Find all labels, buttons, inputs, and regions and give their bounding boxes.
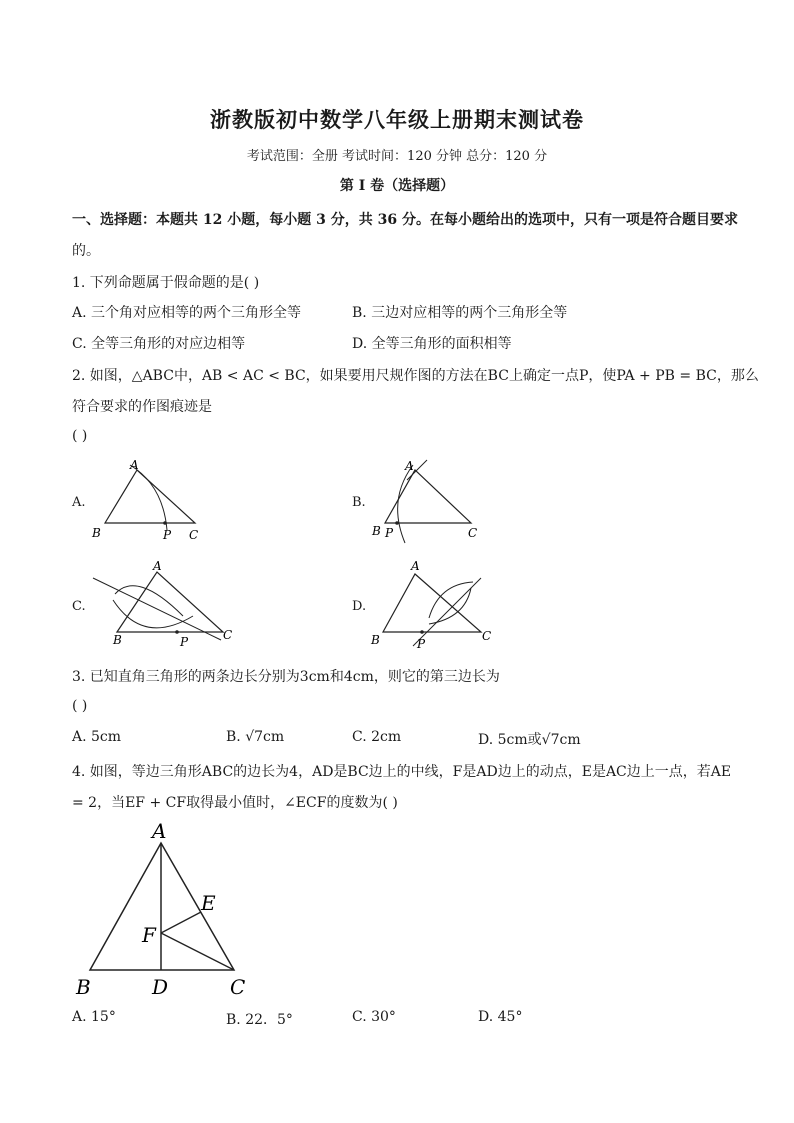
q2-figure-c <box>85 558 245 650</box>
q2-option-d-label: D. <box>352 599 367 614</box>
q4-option-b: B. 22．5° <box>226 1012 293 1028</box>
label-c: C <box>482 629 492 643</box>
q3-option-c: C. 2cm <box>352 729 402 745</box>
q2-stem-line1: 2. 如图，△ABC中，AB < AC < BC，如果要用尺规作图的方法在BC上确定一点P，使PA + PB = BC，那么 <box>72 368 759 384</box>
q3-answer-paren: ( ) <box>72 698 88 714</box>
label-a: A <box>153 559 162 573</box>
label-b: B <box>113 633 122 647</box>
q2-option-c-label: C. <box>72 599 86 614</box>
triangle <box>117 572 223 632</box>
q3-option-b: B. √7cm <box>226 729 285 745</box>
construction-arc-1 <box>115 586 183 616</box>
label-e: E <box>201 891 216 915</box>
construction-arc <box>130 465 167 530</box>
q2-answer-paren: ( ) <box>72 428 88 444</box>
q2-option-a-label: A. <box>72 495 86 510</box>
label-p: P <box>417 637 426 650</box>
label-b: B <box>372 524 381 538</box>
q1-option-d: D. 全等三角形的面积相等 <box>352 336 512 352</box>
triangle <box>105 470 195 523</box>
point-p <box>420 630 424 634</box>
q3-stem: 3. 已知直角三角形的两条边长分别为3cm和4cm，则它的第三边长为 <box>72 669 500 685</box>
section-heading-line2: 的。 <box>72 243 100 259</box>
q1-option-c: C. 全等三角形的对应边相等 <box>72 336 246 352</box>
q4-figure <box>68 818 258 1002</box>
label-d: D <box>152 975 169 999</box>
label-p: P <box>163 528 172 542</box>
q1-stem: 1. 下列命题属于假命题的是( ) <box>72 275 260 291</box>
q1-option-a: A. 三个角对应相等的两个三角形全等 <box>72 305 302 321</box>
perpendicular-bisector <box>93 578 221 640</box>
q4-option-d: D. 45° <box>478 1009 523 1025</box>
label-c: C <box>230 975 246 999</box>
label-f: F <box>142 923 156 947</box>
exam-title: 浙教版初中数学八年级上册期末测试卷 <box>210 107 584 132</box>
q4-stem-line1: 4. 如图，等边三角形ABC的边长为4，AD是BC边上的中线，F是AD边上的动点，E是AC边上一点，若AE <box>72 764 732 780</box>
label-a: A <box>405 459 414 473</box>
q2-figure-d <box>365 558 505 650</box>
label-c: C <box>189 528 199 542</box>
q2-figure-a <box>85 455 215 545</box>
label-p: P <box>180 635 189 649</box>
q4-option-c: C. 30° <box>352 1009 396 1025</box>
q4-stem-line2: = 2，当EF + CF取得最小值时，∠ECF的度数为( ) <box>72 795 398 811</box>
q3-option-a: A. 5cm <box>72 729 122 745</box>
construction-arc-2 <box>429 588 471 624</box>
label-b: B <box>371 633 380 647</box>
point-p <box>175 630 179 634</box>
label-c: C <box>468 526 478 540</box>
point-p <box>395 521 399 525</box>
q2-option-b-label: B. <box>352 495 366 510</box>
q4-option-a: A. 15° <box>72 1009 116 1025</box>
segment-fe <box>161 912 201 933</box>
exam-info: 考试范围：全册 考试时间：120 分钟 总分：120 分 <box>246 149 548 164</box>
q1-option-b: B. 三边对应相等的两个三角形全等 <box>352 305 568 321</box>
label-a: A <box>411 559 420 573</box>
label-b: B <box>76 975 91 999</box>
volume-heading: 第 I 卷（选择题） <box>339 178 455 194</box>
section-heading-line1: 一、选择题：本题共 12 小题，每小题 3 分，共 36 分。在每小题给出的选项中，只有一项是符合题目要求 <box>72 212 738 228</box>
q2-stem-line2: 符合要求的作图痕迹是 <box>72 399 212 415</box>
label-c: C <box>223 628 233 642</box>
label-b: B <box>92 526 101 540</box>
label-a: A <box>152 819 167 843</box>
point-p <box>163 521 167 525</box>
q2-figure-b <box>365 455 495 545</box>
label-p: P <box>385 526 394 540</box>
label-a: A <box>130 458 139 472</box>
q3-option-d: D. 5cm或√7cm <box>478 732 581 748</box>
